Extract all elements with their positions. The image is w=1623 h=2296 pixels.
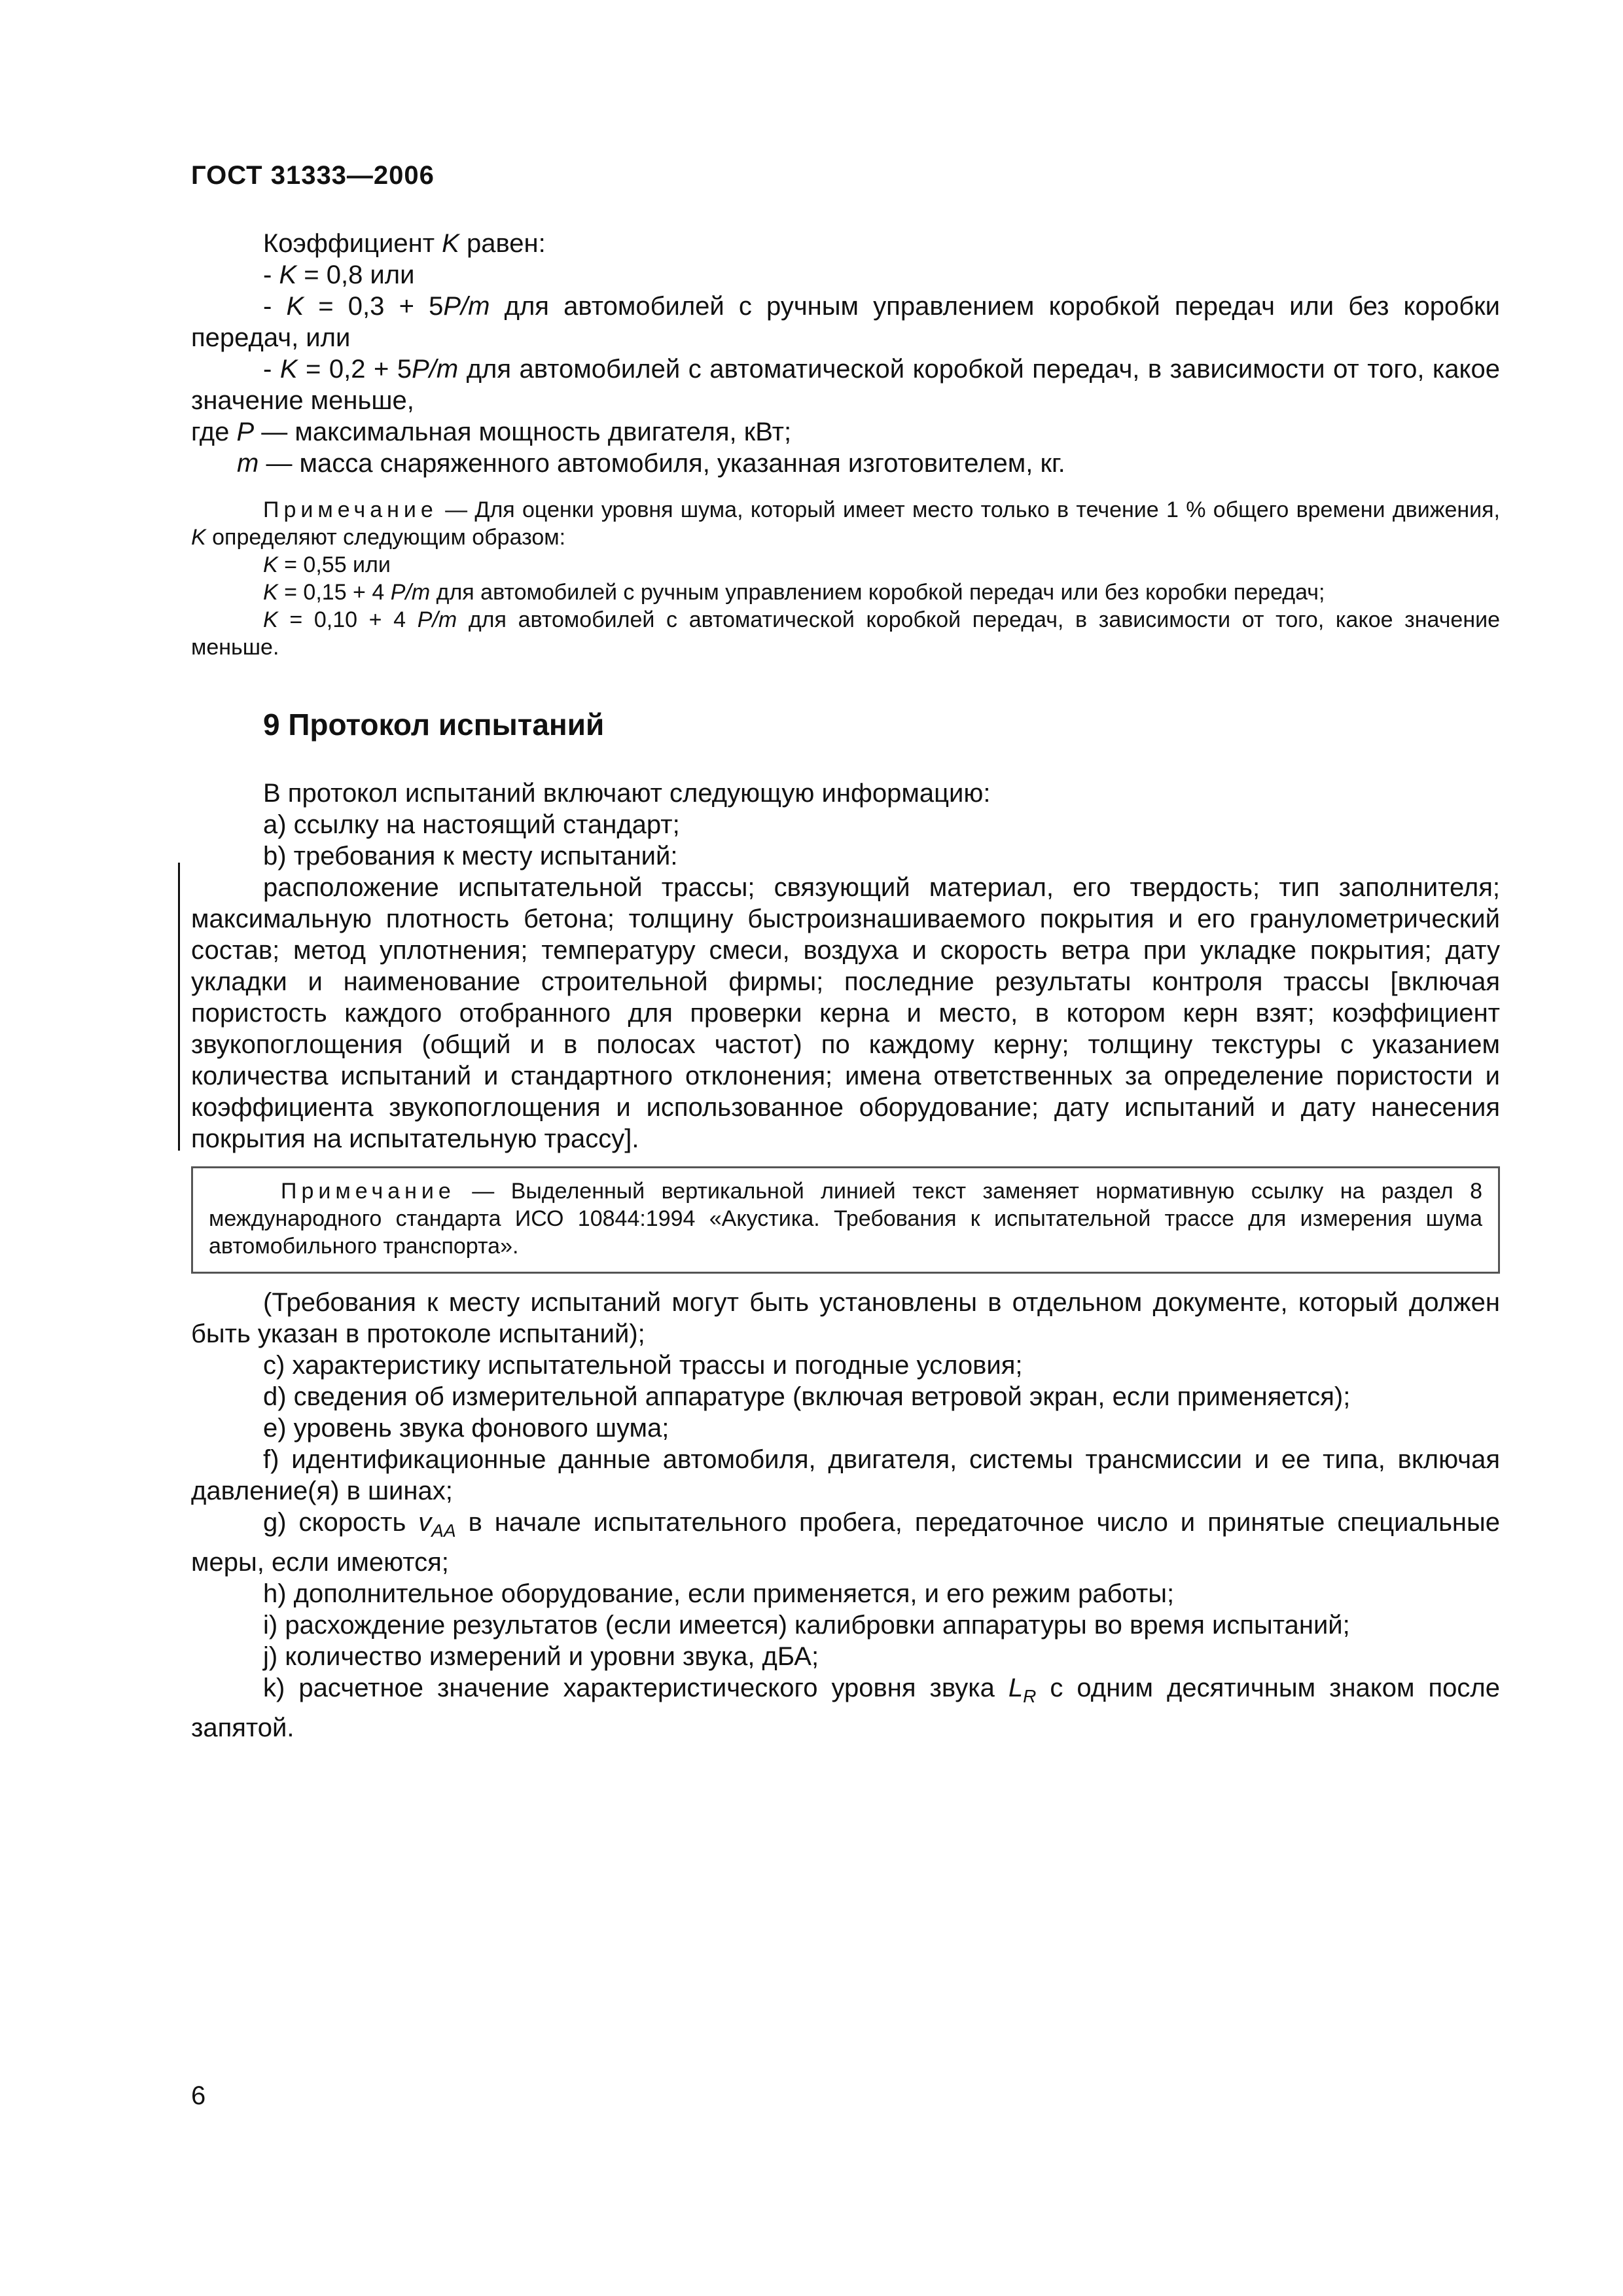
where-m: m — масса снаряженного автомобиля, указанная изготовителем, кг. xyxy=(237,449,1065,478)
vertical-change-bar xyxy=(178,863,180,1151)
item-k: k) расчетное значение характеристического уровня звука $L_R$ с одним десятичным знаком после запятой. xyxy=(191,1674,1500,1742)
items-list xyxy=(191,1287,1500,1744)
k-item-1: - K = 0,8 или xyxy=(263,260,415,289)
section-9-body xyxy=(191,778,1500,1155)
item-i: i) расхождение результатов (если имеется) калибровки аппаратуры во время испытаний; xyxy=(263,1611,1350,1640)
item-c: c) характеристику испытательной трассы и погодные условия; xyxy=(263,1351,1023,1380)
section-9-intro: В протокол испытаний включают следующую информацию: xyxy=(263,779,991,808)
item-f: f) идентификационные данные автомобиля, двигателя, системы трансмиссии и ее типа, включая давление(я) в шинах; xyxy=(191,1445,1500,1505)
item-a: a) ссылку на настоящий стандарт; xyxy=(263,810,680,839)
note1-line-3: K = 0,10 + 4 P/m для автомобилей с автоматической коробкой передач, в зависимости от того, какое значение меньше. xyxy=(191,607,1500,660)
note-replacement-box xyxy=(191,1166,1500,1274)
note2-text: Примечание — Выделенный вертикальной линией текст заменяет нормативную ссылку на раздел 8 международного стандарта ИСО 10844:1994 «Акустика. Требования к испытательной трассе для измерения шума автомобильного транспорта». xyxy=(209,1179,1482,1259)
k-item-2: - K = 0,3 + 5P/m для автомобилей с ручным управлением коробкой передач или без коробки передач, или xyxy=(191,292,1500,352)
item-b-note: (Требования к месту испытаний могут быть установлены в отдельном документе, который должен быть указан в протоколе испытаний); xyxy=(191,1288,1500,1348)
item-j: j) количество измерений и уровни звука, дБА; xyxy=(263,1642,819,1671)
where-p: где P — максимальная мощность двигателя, кВт; xyxy=(191,418,792,446)
item-d: d) сведения об измерительной аппаратуре (включая ветровой экран, если применяется); xyxy=(263,1382,1351,1411)
note1-line-1: K = 0,55 или xyxy=(263,552,391,577)
section-9-heading: 9 Протокол испытаний xyxy=(263,708,605,742)
item-g: g) скорость $v_{AA}$ в начале испытательного пробега, передаточное число и принятые специальные меры, если имеются; xyxy=(191,1508,1500,1577)
note1-text: Примечание — Для оценки уровня шума, который имеет место только в течение 1 % общего времени движения, K определяют следующим образом: xyxy=(191,497,1500,550)
k-intro: Коэффициент K равен: xyxy=(263,229,546,258)
document-id: ГОСТ 31333—2006 xyxy=(191,161,435,190)
item-b-details: расположение испытательной трассы; связующий материал, его твердость; тип заполнителя; максимальную плотность бетона; толщину быстроизнашиваемого покрытия и его гранулометрический состав; метод уплотнения; температуру смеси, воздуха и скорость ветра при укладке покрытия; дату укладки и наименование строительной фирмы; последние результаты контроля трассы [включая пористость каждого отобранного для проверки керна и место, в котором керн взят; коэффициент звукопоглощения (общий и в полосах частот) по каждому керну; толщину текстуры с указанием количества испытаний и стандартного отклонения; имена ответственных за определение пористости и коэффициента звукопоглощения и использованное оборудование; дату испытаний и дату нанесения покрытия на испытательную трассу]. xyxy=(191,873,1500,1153)
item-b: b) требования к месту испытаний: xyxy=(263,842,678,870)
k-item-3: - K = 0,2 + 5P/m для автомобилей с автоматической коробкой передач, в зависимости от того, какое значение меньше, xyxy=(191,355,1500,415)
k-coefficient-block xyxy=(191,228,1500,479)
note1-line-2: K = 0,15 + 4 P/m для автомобилей с ручным управлением коробкой передач или без коробки передач; xyxy=(263,580,1325,605)
page-number: 6 xyxy=(191,2081,206,2110)
item-e: e) уровень звука фонового шума; xyxy=(263,1414,669,1443)
item-h: h) дополнительное оборудование, если применяется, и его режим работы; xyxy=(263,1579,1175,1608)
note-k-short-duration xyxy=(191,496,1500,661)
